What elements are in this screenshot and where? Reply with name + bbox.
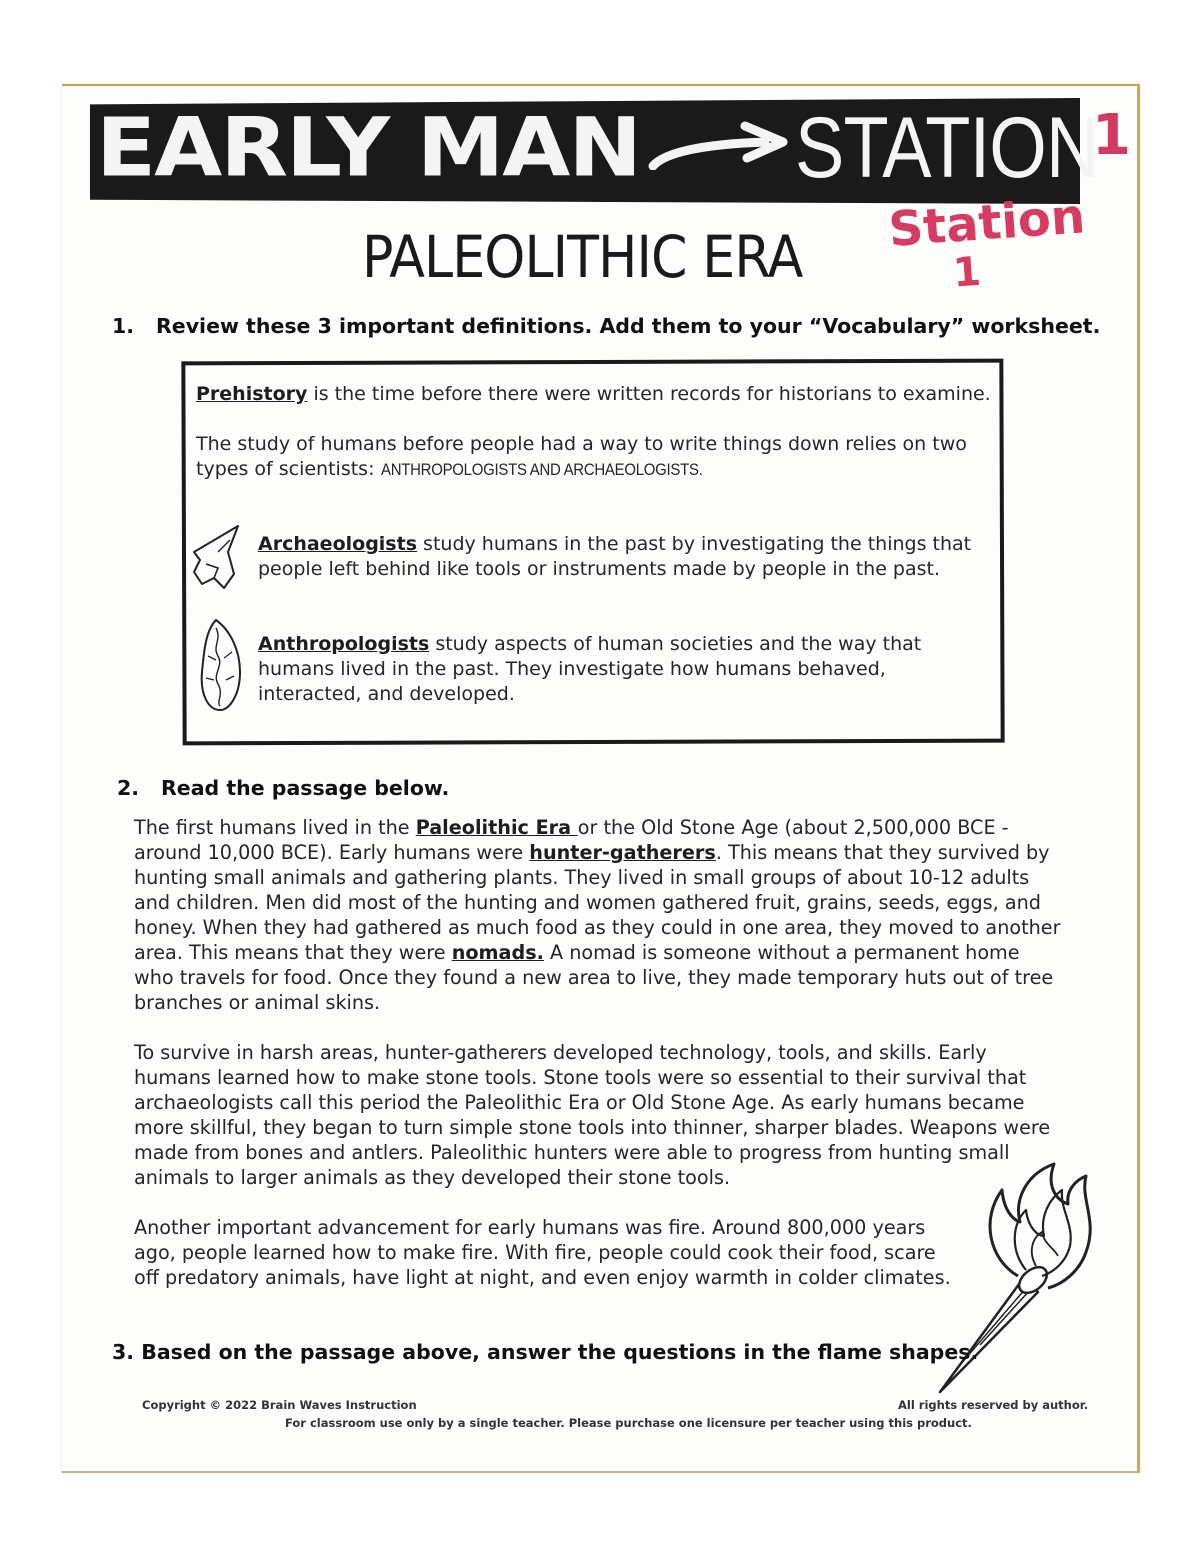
question-2-number: 2. xyxy=(117,776,140,800)
hand-axe-icon xyxy=(196,616,246,714)
question-1-number: 1. xyxy=(112,314,135,338)
arrow-icon xyxy=(645,118,790,170)
prehistory-definition xyxy=(196,382,996,407)
question-3: 3. Based on the passage above, answer the questions in the flame shapes. xyxy=(112,1340,979,1364)
prehistory-term: Prehistory xyxy=(196,383,308,405)
footer-copyright: Copyright © 2022 Brain Waves Instruction xyxy=(142,1398,417,1412)
study-definition xyxy=(196,432,976,482)
banner-station-number: 1 xyxy=(1092,103,1131,168)
term-paleolithic-era: Paleolithic Era xyxy=(415,816,578,839)
anthropologists-term: Anthropologists xyxy=(258,633,430,655)
banner-station: STATION xyxy=(795,100,1099,196)
passage-paragraph-1 xyxy=(134,815,1064,1015)
anthropologists-definition xyxy=(258,632,968,707)
passage-p1-b: or the Old Stone Age (about 2,500,000 BCE - around 10,000 BCE). Early humans were xyxy=(134,816,1009,864)
question-2-text: Read the passage below. xyxy=(161,776,450,800)
handwritten-station-word: Station xyxy=(886,188,1087,258)
question-1 xyxy=(112,314,1100,338)
question-1-text: Review these 3 important definitions. Add them to your “Vocabulary” worksheet. xyxy=(156,314,1101,338)
footer-rights: All rights reserved by author. xyxy=(898,1398,1089,1412)
torch-flame-icon xyxy=(930,1160,1100,1400)
page-title: PALEOLITHIC ERA xyxy=(362,223,803,291)
arrowhead-icon xyxy=(188,522,244,592)
banner-early-man: EARLY MAN xyxy=(96,100,641,195)
study-text: The study of humans before people had a way to write things down relies on two types of scientists: xyxy=(196,433,967,480)
study-caps: ANTHROPOLOGISTS AND ARCHAEOLOGISTS. xyxy=(380,460,703,479)
handwritten-station-number: 1 xyxy=(951,248,983,297)
term-nomads: nomads. xyxy=(451,941,544,964)
prehistory-text: is the time before there were written records for historians to examine. xyxy=(307,383,991,405)
question-2 xyxy=(117,776,449,800)
passage-paragraph-3 xyxy=(134,1215,964,1290)
term-hunter-gatherers: hunter-gatherers xyxy=(529,841,716,864)
footer-license: For classroom use only by a single teacher. Please purchase one licensure per teacher using this product. xyxy=(285,1416,972,1430)
passage-p2: To survive in harsh areas, hunter-gatherers developed technology, tools, and skills. Early humans learned how to make stone tools. Stone tools were so essential to their survival that archaeologists call this period the Paleolithic Era or Old Stone Age. As early humans became more skillful, they began to turn simple stone tools into thinner, sharper blades. Weapons were made from bones and antlers. Paleolithic hunters were able to progress from hunting small animals to larger animals as they developed their stone tools. xyxy=(134,1041,1051,1189)
passage-p1-c: . This means that they survived by hunting small animals and gathering plants. They lived in small groups of about 10-12 adults and children. Men did most of the hunting and women gathered fruit, grains, seeds, eggs, and honey. When they had gathered as much food as they could in one area, they moved to another area. This means that they were xyxy=(134,841,1061,964)
passage-p1-d: A nomad is someone without a permanent home who travels for food. Once they found a new area to live, they made temporary huts out of tree branches or animal skins. xyxy=(134,941,1054,1014)
passage-p3: Another important advancement for early humans was fire. Around 800,000 years ago, people learned how to make fire. With fire, people could cook their food, scare off predatory animals, have light at night, and even enjoy warmth in colder climates. xyxy=(134,1216,951,1289)
anthropologists-text: study aspects of human societies and the way that humans lived in the past. They investigate how humans behaved, interacted, and developed. xyxy=(258,633,922,705)
archaeologists-text: study humans in the past by investigating the things that people left behind like tools or instruments made by people in the past. xyxy=(258,533,972,580)
passage-paragraph-2 xyxy=(134,1040,1064,1190)
handwritten-station-note xyxy=(886,188,1087,298)
passage-p1-a: The first humans lived in the xyxy=(134,816,416,839)
archaeologists-term: Archaeologists xyxy=(258,533,418,555)
archaeologists-definition xyxy=(258,532,988,582)
